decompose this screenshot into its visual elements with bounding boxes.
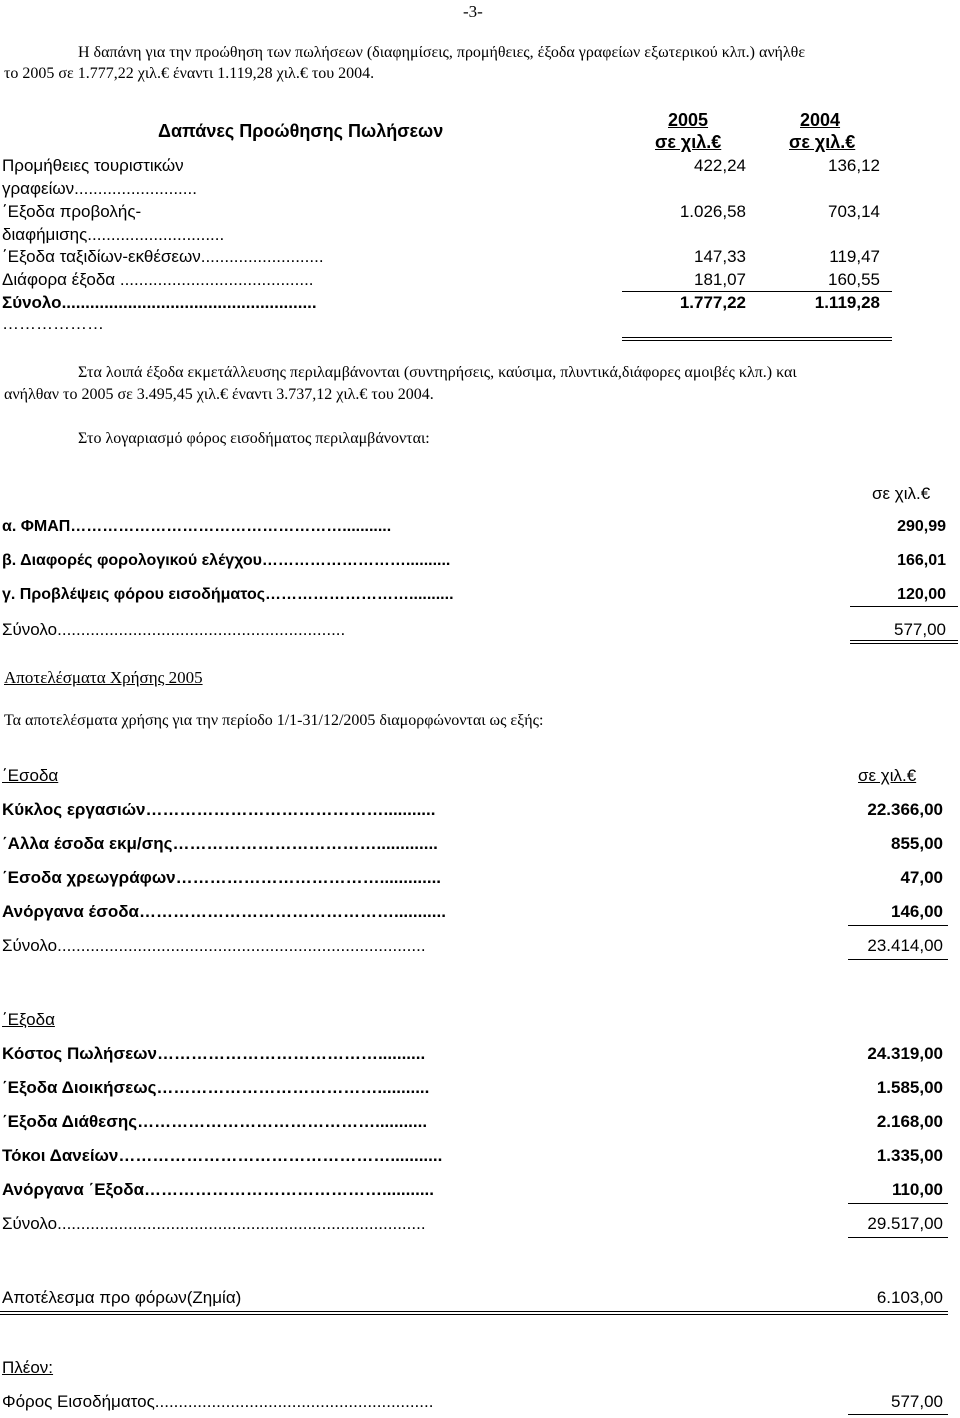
tax-row-label: γ. Προβλέψεις φόρου εισοδήματος……………………….......... [2, 586, 454, 603]
income-tax-unit: σε χιλ.€ [872, 484, 931, 503]
tax-total-label: Σύνολο............................................................. [2, 620, 346, 639]
col-2004-unit: σε χιλ.€ [789, 132, 856, 152]
expense-subtotal-rule [848, 1203, 948, 1204]
pretax-label: Αποτέλεσμα προ φόρων(Ζημία) [2, 1288, 242, 1307]
other-expenses-line-1: Στα λοιπά έξοδα εκμετάλλευσης περιλαμβάνονται (συντηρήσεις, καύσιμα, πλυντικά,διάφορες αμοιβές κλπ.) και [78, 364, 797, 381]
value-2005: 422,24 [694, 156, 746, 175]
pretax-rule-bottom [0, 1314, 948, 1315]
income-row-label: Κύκλος εργασιών……………………………………........... [2, 800, 436, 819]
income-row-label: ΄Εσοδα χρεωγράφων………………………………............. [2, 868, 442, 887]
expense-row-value: 2.168,00 [876, 1112, 943, 1131]
results-intro: Τα αποτελέσματα χρήσης για την περίοδο 1/1-31/12/2005 διαμορφώνονται ως εξής: [4, 712, 544, 729]
value-2005: 147,33 [694, 247, 746, 266]
expense-heading: ΄Εξοδα [2, 1010, 55, 1029]
tax-row-value: 290,99 [897, 518, 946, 535]
expense-row-label: ΄Εξοδα Διάθεσης……………………………………........... [2, 1112, 428, 1131]
pretax-value: 6.103,00 [876, 1288, 943, 1307]
row-label-cont: γραφείων.......................... [2, 179, 197, 198]
tax-rule [848, 1414, 948, 1415]
expense-row-value: 1.335,00 [876, 1146, 943, 1165]
tax-row-label: α. ΦΜΑΠ……………………………………………........... [2, 518, 392, 535]
value-2004: 703,14 [828, 202, 880, 221]
tax-total-value: 577,00 [894, 620, 946, 639]
results-heading: Αποτελέσματα Χρήσης 2005 [4, 668, 203, 687]
expense-row-label: Ανόργανα ΄Εξοδα……………………………………........... [2, 1180, 434, 1199]
row-label: Διάφορα έξοδα ......................................... [2, 270, 314, 289]
income-row-value: 22.366,00 [867, 800, 943, 819]
row-label: ΄Εξοδα προβολής- [2, 202, 142, 221]
income-total-value: 23.414,00 [867, 936, 943, 955]
income-row-label: Ανόργανα έσοδα………………………………………........... [2, 902, 446, 921]
expense-row-label: ΄Εξοδα Διοικήσεως…………………………………........... [2, 1078, 430, 1097]
col-2005-unit: σε χιλ.€ [655, 132, 722, 152]
sales-promotion-title: Δαπάνες Προώθησης Πωλήσεων [158, 121, 444, 141]
tax-total-rule-top [850, 640, 958, 641]
col-2004-year: 2004 [800, 110, 841, 130]
income-total-rule [848, 959, 948, 960]
expense-row-value: 1.585,00 [876, 1078, 943, 1097]
income-row-value: 47,00 [900, 868, 943, 887]
income-total-label: Σύνολο.............................................................................. [2, 936, 426, 955]
expense-total-rule [848, 1237, 948, 1238]
value-2005: 181,07 [694, 270, 746, 289]
total-2004: 1.119,28 [814, 293, 880, 312]
expense-row-label: Τόκοι Δανείων…………………………………………........... [2, 1146, 443, 1165]
total-double-rule-bottom [622, 340, 892, 341]
other-expenses-line-2: ανήλθαν το 2005 σε 3.495,45 χιλ.€ έναντι 3.737,12 χιλ.€ του 2004. [4, 386, 434, 403]
expense-row-value: 110,00 [891, 1180, 943, 1199]
value-2004: 160,55 [828, 270, 880, 289]
expense-row-value: 24.319,00 [867, 1044, 943, 1063]
income-row-value: 855,00 [891, 834, 943, 853]
intro-line-1: Η δαπάνη για την προώθηση των πωλήσεων (διαφημίσεις, προμήθειες, έξοδα γραφείων εξωτερικού κλπ.) ανήλθε [78, 44, 806, 61]
col-2005-year: 2005 [668, 110, 709, 130]
results-unit: σε χιλ.€ [858, 766, 917, 785]
value-2004: 119,47 [829, 247, 880, 266]
income-subtotal-rule [848, 925, 948, 926]
row-label: Προμήθειες τουριστικών [2, 156, 184, 175]
total-double-rule-top [622, 337, 892, 338]
tax-value: 577,00 [891, 1392, 943, 1411]
value-2004: 136,12 [828, 156, 880, 175]
income-tax-intro: Στο λογαριασμό φόρος εισοδήματος περιλαμβάνονται: [78, 430, 430, 447]
value-2005: 1.026,58 [679, 202, 746, 221]
income-row-value: 146,00 [891, 902, 943, 921]
row-label: ΄Εξοδα ταξιδίων-εκθέσεων.......................... [2, 247, 324, 266]
tax-subtotal-rule [850, 606, 958, 607]
tax-row-label: β. Διαφορές φορολογικού ελέγχου……………………….......... [2, 552, 451, 569]
income-heading: ΄Εσοδα [2, 766, 59, 785]
row-label-cont: διαφήμισης............................. [2, 225, 225, 244]
tax-row-value: 120,00 [897, 586, 946, 603]
total-label-cont: ……………… [2, 314, 104, 333]
income-row-label: ΄Αλλα έσοδα εκμ/σης………………………………............. [2, 834, 438, 853]
plus-heading: Πλέον: [2, 1358, 54, 1377]
tax-total-rule-bottom [850, 643, 958, 644]
total-2005: 1.777,22 [679, 293, 746, 312]
total-label: Σύνολο...................................................... [2, 293, 317, 312]
pretax-rule-top [0, 1311, 948, 1312]
subtotal-rule [622, 291, 892, 292]
page-number: -3- [463, 2, 483, 21]
expense-total-value: 29.517,00 [867, 1214, 943, 1233]
tax-row-value: 166,01 [897, 552, 946, 569]
intro-line-2: το 2005 σε 1.777,22 χιλ.€ έναντι 1.119,28 χιλ.€ του 2004. [4, 65, 375, 82]
expense-total-label: Σύνολο.............................................................................. [2, 1214, 426, 1233]
tax-label: Φόρος Εισοδήματος........................................................... [2, 1392, 434, 1411]
expense-row-label: Κόστος Πωλήσεων………………………………….......... [2, 1044, 426, 1063]
